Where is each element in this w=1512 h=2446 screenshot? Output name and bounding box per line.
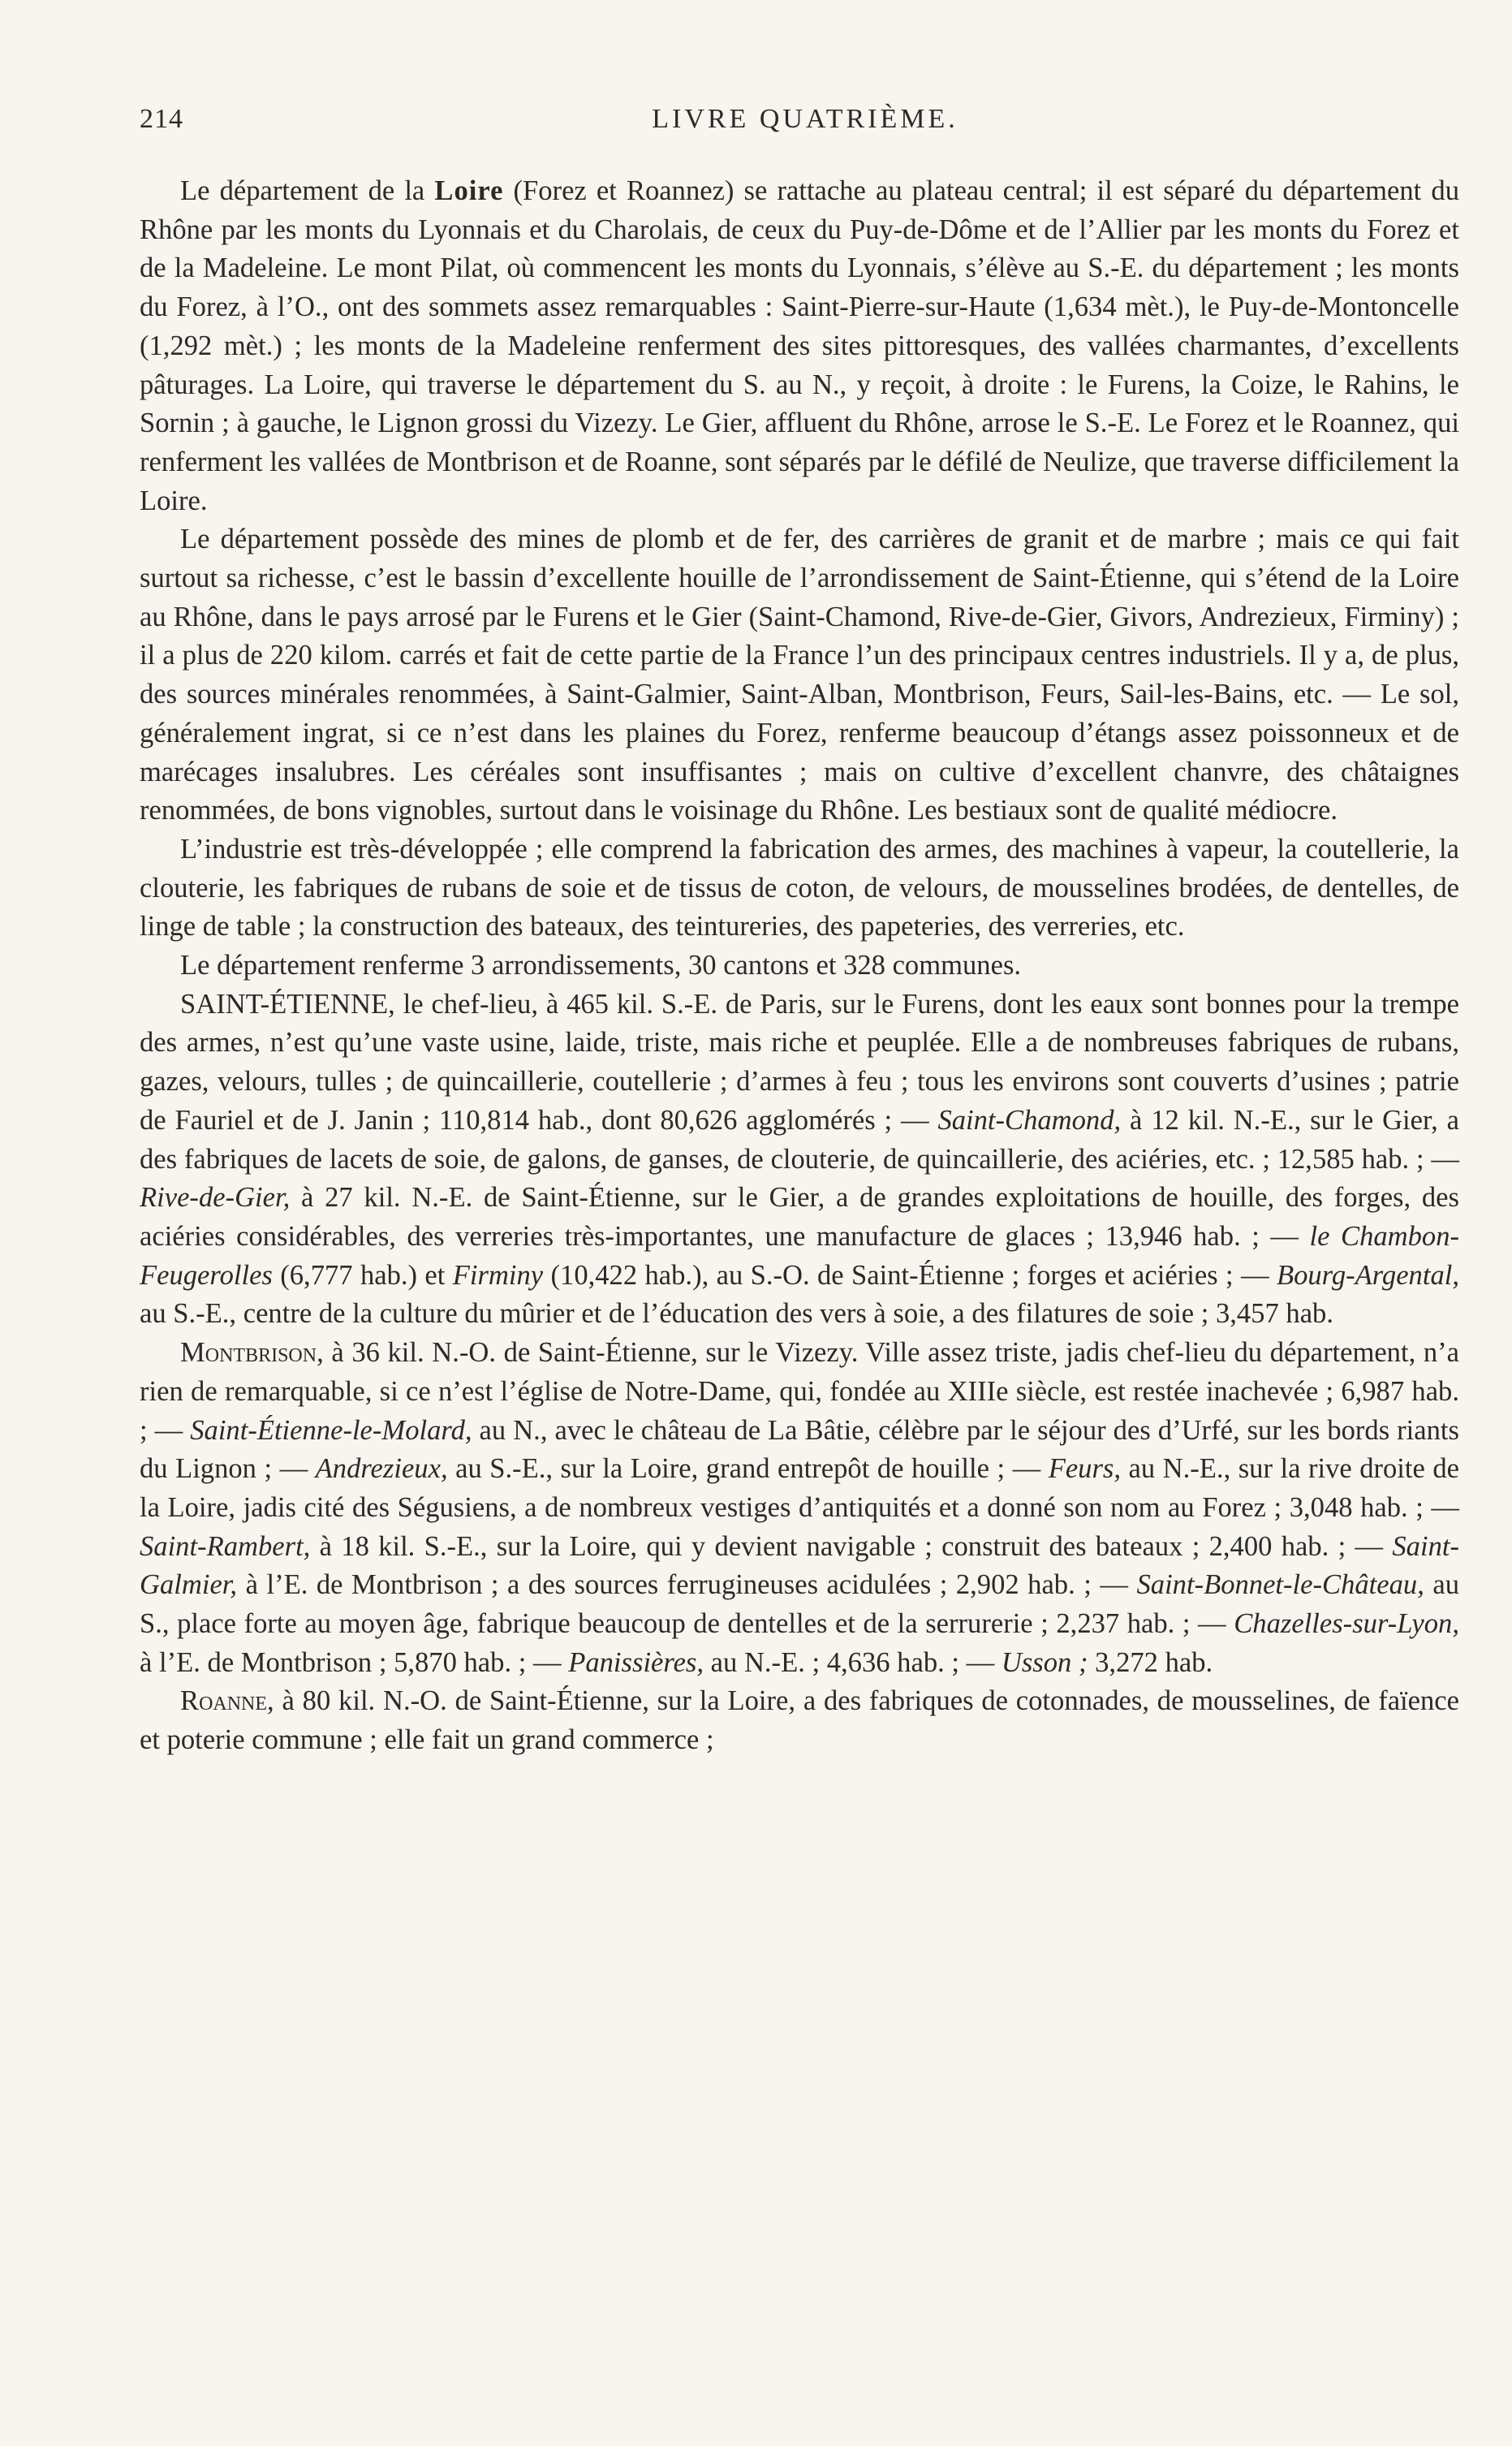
- paragraph: [140, 172, 1459, 520]
- italic-text-run: Panissières,: [568, 1646, 704, 1678]
- text-run: au N.-E. ; 4,636 hab. ; —: [704, 1646, 1002, 1678]
- smallcaps-text-run: Montbrison,: [180, 1337, 324, 1369]
- page-number: 214: [140, 104, 183, 134]
- paragraph: [140, 830, 1459, 947]
- paragraph: [140, 986, 1459, 1334]
- italic-text-run: Saint-Étienne-le-Molard,: [190, 1414, 472, 1446]
- text-run: à 18 kil. S.-E., sur la Loire, qui y devient navigable ; construit des bateaux ; 2,400 hab. ; —: [310, 1530, 1393, 1562]
- italic-text-run: Feurs,: [1048, 1453, 1122, 1485]
- text-run: (Forez et Roannez) se rattache au plateau central; il est séparé du département du Rhône par les monts du Lyonnais et du Charolais, de ceux du Puy-de-Dôme et de l’Allier par les monts du Forez et de la Madeleine. Le mont Pilat, où commencent les monts du Lyonnais, s’élève au S.-E. du département ; les monts du Forez, à l’O., ont des sommets assez remarquables : Saint-Pierre-sur-Haute (1,634 mèt.), le Puy-de-Montoncelle (1,292 mèt.) ; les monts de la Madeleine renferment des sites pittoresques, des vallées charmantes, d’excellents pâturages. La Loire, qui traverse le département du S. au N., y reçoit, à droite : le Furens, la Coize, le Rahins, le Sornin ; à gauche, le Lignon grossi du Vizezy. Le Gier, affluent du Rhône, arrose le S.-E. Le Forez et le Roannez, qui renferment les vallées de Montbrison et de Roanne, sont séparés par le défilé de Neulize, que traverse difficilement la Loire.: [140, 175, 1459, 516]
- text-run: au S.-E., sur la Loire, grand entrepôt de houille ; —: [447, 1453, 1049, 1485]
- text-run: à 80 kil. N.-O. de Saint-Étienne, sur la Loire, a des fabriques de cotonnades, de mousselines, de faïence et poterie commune ; elle fait un grand commerce ;: [140, 1685, 1459, 1756]
- text-run: au N.-E., sur la rive droite de la Loire, jadis cité des Ségusiens, a de nombreux vestiges d’antiquités et a donné son nom au Forez ; 3,048 hab. ; —: [140, 1453, 1459, 1523]
- text-run: à 12 kil. N.-E., sur le Gier, a des fabriques de lacets de soie, de galons, de ganses, de clouterie, de quincaillerie, des aciéries, etc. ; 12,585 hab. ; —: [140, 1104, 1459, 1175]
- text-run: Le département renferme 3 arrondissements, 30 cantons et 328 communes.: [180, 950, 1022, 981]
- smallcaps-text-run: Roanne,: [180, 1685, 274, 1717]
- text-run: L’industrie est très-développée ; elle comprend la fabrication des armes, des machines à vapeur, la coutellerie, la clouterie, les fabriques de rubans de soie et de tissus de coton, de velours, de mousselines brodées, de dentelles, de linge de table ; la construction des bateaux, des teintureries, des papeteries, des verreries, etc.: [140, 833, 1459, 943]
- text-run: au S.-E., centre de la culture du mûrier et de l’éducation des vers à soie, a des filatures de soie ; 3,457 hab.: [140, 1298, 1333, 1330]
- italic-text-run: Saint-Chamond,: [937, 1104, 1122, 1136]
- italic-text-run: Saint-Bonnet-le-Château,: [1136, 1569, 1424, 1601]
- italic-text-run: le Chambon-Feugerolles: [140, 1220, 1460, 1291]
- paragraph: [140, 1682, 1459, 1759]
- text-run: au N., avec le château de La Bâtie, célèbre par le séjour des d’Urfé, sur les bords riants du Lignon ; —: [140, 1414, 1459, 1485]
- text-run: à 27 kil. N.-E. de Saint-Étienne, sur le Gier, a de grandes exploitations de houille, des forges, des aciéries considérables, des verreries très-importantes, une manufacture de glaces ; 13,946 hab. ; —: [140, 1182, 1459, 1252]
- italic-text-run: Rive-de-Gier,: [140, 1182, 291, 1214]
- italic-text-run: Chazelles-sur-Lyon,: [1234, 1608, 1459, 1640]
- text-run: à l’E. de Montbrison ; 5,870 hab. ; —: [140, 1646, 569, 1678]
- text-run: SAINT-ÉTIENNE, le chef-lieu, à 465 kil. S.-E. de Paris, sur le Furens, dont les eaux sont bonnes pour la trempe des armes, n’est qu’une vaste usine, laide, triste, mais riche et peuplée. Elle a de nombreuses fabriques de rubans, gazes, velours, tulles ; de quincaillerie, coutellerie ; d’armes à feu ; tous les environs sont couverts d’usines ; patrie de Fauriel et de J. Janin ; 110,814 hab., dont 80,626 agglomérés ; —: [140, 988, 1459, 1136]
- book-title: LIVRE QUATRIÈME.: [652, 104, 958, 134]
- paragraph: [140, 947, 1459, 986]
- italic-text-run: Usson ;: [1001, 1646, 1088, 1678]
- text-run: 3,272 hab.: [1088, 1646, 1213, 1678]
- text-run: (6,777 hab.) et: [272, 1259, 453, 1291]
- italic-text-run: Saint-Rambert,: [140, 1530, 311, 1562]
- italic-text-run: Firminy: [452, 1259, 544, 1291]
- paragraph: [140, 1334, 1459, 1682]
- text-run: Le département possède des mines de plomb et de fer, des carrières de granit et de marbre ; mais ce qui fait surtout sa richesse, c’est le bassin d’excellente houille de l’arrondissement de Saint-Étienne, qui s’étend de la Loire au Rhône, dans le pays arrosé par le Furens et le Gier (Saint-Chamond, Rive-de-Gier, Givors, Andrezieux, Firminy) ; il a plus de 220 kilom. carrés et fait de cette partie de la France l’un des principaux centres industriels. Il y a, de plus, des sources minérales renommées, à Saint-Galmier, Saint-Alban, Montbrison, Feurs, Sail-les-Bains, etc. — Le sol, généralement ingrat, si ce n’est dans les plaines du Forez, renferme beaucoup d’étangs assez poissonneux et de marécages insalubres. Les céréales sont insuffisantes ; mais on cultive d’excellent chanvre, des châtaignes renommées, de bons vignobles, surtout dans le voisinage du Rhône. Les bestiaux sont de qualité médiocre.: [140, 524, 1459, 826]
- italic-text-run: Saint-Galmier,: [140, 1530, 1459, 1601]
- italic-text-run: Bourg-Argental,: [1276, 1259, 1459, 1291]
- text-run: Le département de la: [180, 175, 435, 206]
- text-run: à 36 kil. N.-O. de Saint-Étienne, sur le Vizezy. Ville assez triste, jadis chef-lieu du département, n’a rien de remarquable, si ce n’est l’église de Notre-Dame, qui, fondée au XIIIe siècle, est restée inachevée ; 6,987 hab. ; —: [140, 1337, 1459, 1446]
- italic-text-run: Andrezieux,: [315, 1453, 448, 1485]
- strong-text-run: Loire: [434, 175, 504, 206]
- text-run: au S., place forte au moyen âge, fabrique beaucoup de dentelles et de la serrurerie ; 2,237 hab. ; —: [140, 1569, 1460, 1640]
- paragraph: [140, 520, 1459, 830]
- text-run: (10,422 hab.), au S.-O. de Saint-Étienne ; forges et aciéries ; —: [543, 1259, 1277, 1291]
- body-text: [140, 172, 1459, 1760]
- text-run: à l’E. de Montbrison ; a des sources ferrugineuses acidulées ; 2,902 hab. ; —: [237, 1569, 1137, 1601]
- running-head: [140, 104, 1471, 140]
